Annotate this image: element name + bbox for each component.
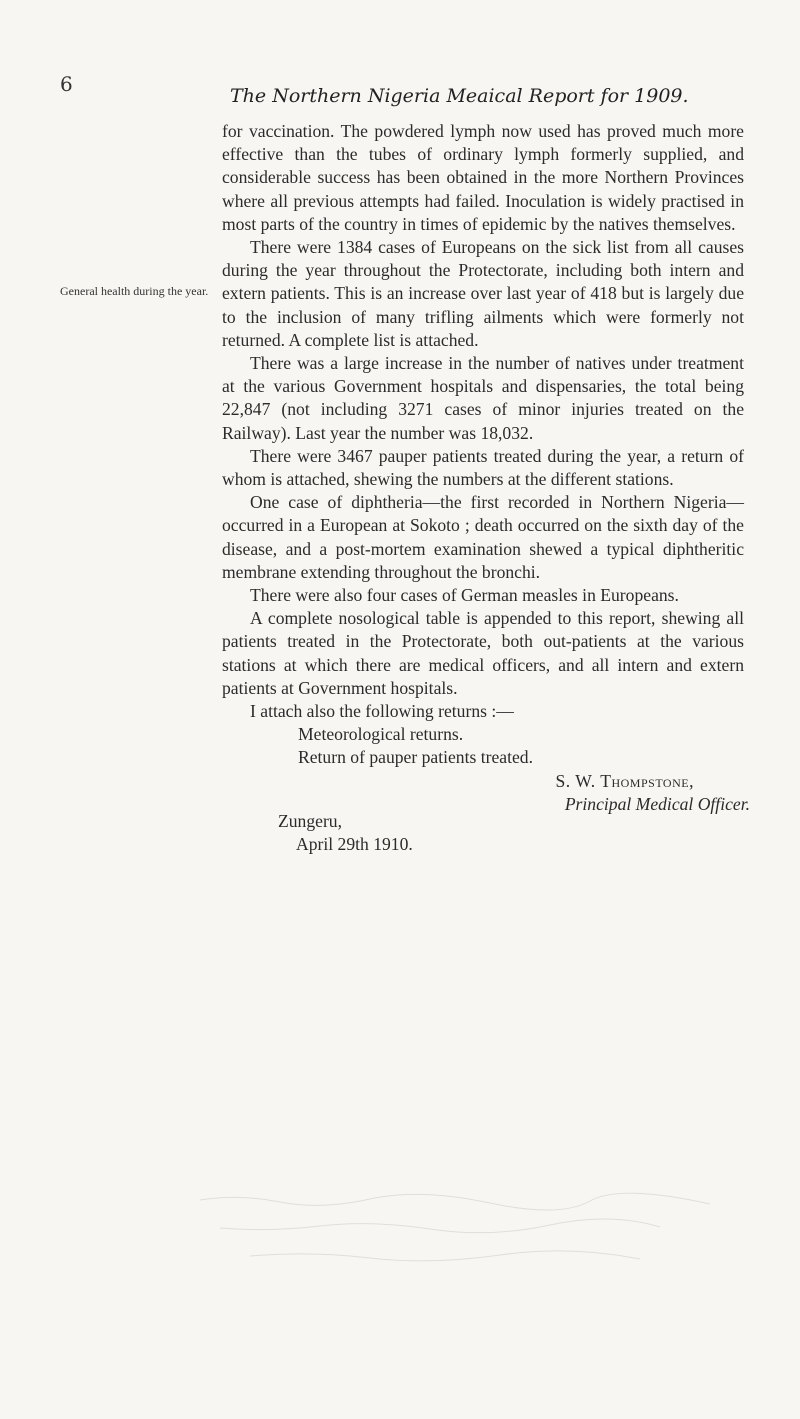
paragraph-natives-treatment: There was a large increase in the number of natives under treatment at the various Government hospitals and dispensaries, the total being 22,847 (not including 3271 cases of minor injuries treated on the Railway). Last year the number was 18,032. [222,353,744,443]
paragraph-vaccination: for vaccination. The powdered lymph now used has proved much more effective than the tubes of ordinary lymph formerly supplied, and considerable success has been obtained in the more Northern Provinces where all previous attempts had failed. Inoculation is widely practised in most parts of the country in times of epidemic by the natives themselves. [222,121,744,234]
returns-list [222,723,744,769]
signatory-name: S. W. Thompstone, [555,770,694,791]
paragraph-returns-intro: I attach also the following returns :— [250,701,514,722]
page-number: 6 [60,72,73,96]
paragraph-german-measles: There were also four cases of German measles in Europeans. [250,585,679,606]
signatory-title: Principal Medical Officer. [564,793,750,814]
margin-note: General health during the year. [60,284,209,298]
report-body [222,120,750,854]
running-head: The Northern Nigeria Meaical Report for 1909. [230,85,689,107]
bleed-through-smudge [190,1180,750,1270]
signature-block [222,770,750,854]
return-item: Meteorological returns. [298,724,464,745]
paragraph-diphtheria: One case of diphtheria—the first recorded in Northern Nigeria—occurred in a European at Sokoto ; death occurred on the sixth day of the disease, and a post-mortem examination shewed a typical diphtheritic membrane extending throughout the bronchi. [222,492,744,582]
signature-place: Zungeru, [278,810,343,831]
signature-date: April 29th 1910. [296,833,413,854]
paragraph-pauper-patients: There were 3467 pauper patients treated during the year, a return of whom is attached, shewing the numbers at the different stations. [222,445,744,490]
paragraph-europeans-sick-list: There were 1384 cases of Europeans on the sick list from all causes during the year throughout the Protectorate, including both intern and extern patients. This is an increase over last year of 418 but is largely due to the inclusion of many trifling ailments which were formerly not returned. A complete list is attached. [222,237,744,350]
return-item: Return of pauper patients treated. [298,747,533,768]
paragraph-nosological-table: A complete nosological table is appended to this report, shewing all patients treated in the Protectorate, both out-patients at the various stations at which there are medical officers, and all intern and extern patients at Government hospitals. [222,608,744,698]
